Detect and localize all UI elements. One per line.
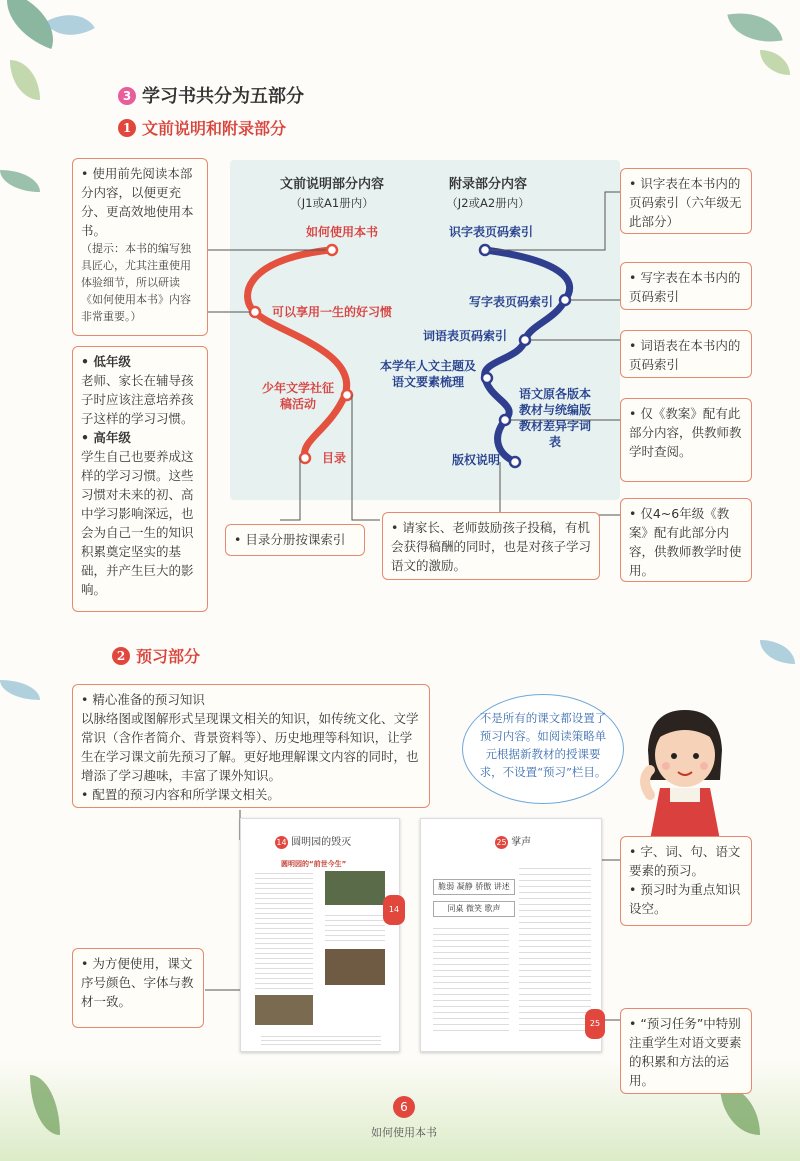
part1-number: 1 (118, 119, 136, 137)
note-text: • 为方便使用，课文序号颜色、字体与教材一致。 (81, 956, 194, 1009)
note-use-first (72, 158, 208, 336)
note-text: • 仅4~6年级《教案》配有此部分内容，供教师教学时使用。 (629, 506, 742, 578)
lesson-number: 25 (496, 838, 507, 847)
text-block (433, 923, 509, 1033)
right-column-title (428, 176, 548, 212)
page-header (275, 833, 399, 849)
lesson-title: 掌声 (511, 837, 532, 848)
low-grade-body: 老师、家长在辅导孩子时应该注意培养孩子这样的学习习惯。 (81, 373, 194, 426)
left-title-text: 文前说明部分内容 (279, 177, 384, 192)
path-node (480, 245, 490, 255)
path-node (500, 415, 510, 425)
note-text: • 识字表在本书内的页码索引（六年级无此部分） (629, 176, 742, 229)
note-chars (620, 836, 752, 926)
lesson-subtitle: 圆明园的“前世今生” (281, 860, 347, 868)
preview-body: 以脉络图或图解形式呈现课文相关的知识，如传统文化、文学常识（含作者简介、背景资料等）、历史地理等科知识，让学生在学习课文前先预习了解。更好地理解课文内容的同时，也增添了学习趣味，丰富了课外知识。 (81, 711, 419, 783)
left-item-how-to-use: 如何使用本书 (305, 225, 378, 239)
note-write-index (620, 262, 752, 310)
note-toc (225, 524, 365, 556)
right-item-diff-table: 语文原各版本教材与统编版教材差异字词表 (518, 387, 591, 449)
note-grade46 (620, 498, 752, 582)
right-subtitle: （J2或A2册内） (446, 196, 530, 210)
text-block (519, 863, 591, 1033)
text-block (325, 911, 385, 941)
connector-line (500, 462, 620, 515)
text-block (261, 1033, 381, 1045)
note-text: • 仅《教案》配有此部分内容，供教师教学时查阅。 (629, 406, 742, 459)
path-node (250, 307, 260, 317)
note-tip: （提示：本书的编写独具匠心，尤其注重使用体验细节，所以研读《如何使用本书》内容非常重要。） (81, 242, 191, 323)
path-node (300, 453, 310, 463)
high-grade-title: • 高年级 (81, 430, 131, 445)
girl-illustration (620, 700, 750, 840)
note-convenient (72, 948, 204, 1028)
photo (325, 949, 385, 985)
side-tab: 14 (383, 895, 405, 925)
note-text: • “预习任务”中特别注重学生对语文要素的积累和方法的运用。 (629, 1016, 742, 1088)
footer-caption: 如何使用本书 (371, 1126, 437, 1139)
path-node (510, 457, 520, 467)
lesson-title: 圆明园的毁灭 (291, 837, 352, 848)
connector-line (280, 458, 300, 520)
right-item-theme: 本学年人文主题及语文要素梳理 (379, 359, 476, 389)
right-item-write-index: 写字表页码索引 (468, 295, 553, 309)
section-title: 学习书共分为五部分 (142, 86, 304, 107)
note-text: • 字、词、句、语文要素的预习。 (629, 844, 741, 878)
path-node (482, 373, 492, 383)
part2-title: 预习部分 (136, 647, 201, 666)
word-box: 同桌 微笑 歌声 (433, 901, 515, 917)
word-box: 脆弱 凝静 骄傲 讲述 (433, 879, 515, 895)
right-item-word-index: 词语表页码索引 (422, 329, 507, 343)
note-text: • 请家长、老师鼓励孩子投稿，有机会获得稿酬的同时，也是对孩子学习语文的激励。 (391, 520, 592, 573)
part2-number: 2 (112, 647, 130, 665)
preview-match: • 配置的预习内容和所学课文相关。 (81, 787, 280, 802)
preview-page-right (420, 818, 602, 1052)
lesson-number: 14 (276, 838, 287, 847)
right-item-char-index: 识字表页码索引 (448, 225, 533, 239)
note-text: • 词语表在本书内的页码索引 (629, 338, 741, 372)
path-node (520, 335, 530, 345)
left-item-toc: 目录 (321, 451, 346, 465)
part2-heading (112, 644, 200, 667)
page-header (495, 833, 601, 849)
high-grade-body: 学生自己也要养成这样的学习习惯。这些习惯对未来的初、高中学习影响深远，也会为自己一生的知识积累奠定坚实的基础，并产生巨大的影响。 (81, 449, 194, 597)
side-tab: 25 (585, 1009, 605, 1039)
page-number: 6 (393, 1096, 415, 1118)
right-title-text: 附录部分内容 (448, 177, 527, 192)
preview-page-left (240, 818, 400, 1052)
bubble-text: 不是所有的课文都设置了预习内容。如阅读策略单元根据新教材的授课要求，不设置“预习”栏目。 (479, 711, 607, 779)
left-subtitle: （J1或A1册内） (290, 196, 374, 210)
preview-title: • 精心准备的预习知识 (81, 692, 205, 707)
path-node (327, 245, 337, 255)
note-text: • 预习时为重点知识设空。 (629, 882, 741, 916)
left-path (248, 250, 347, 458)
right-item-copyright: 版权说明 (451, 453, 500, 467)
note-grade-levels (72, 346, 208, 612)
note-text: • 目录分册按课索引 (234, 532, 346, 547)
note-task (620, 1008, 752, 1094)
speech-bubble (462, 694, 624, 804)
left-item-habits: 可以享用一生的好习惯 (271, 305, 392, 319)
photo (255, 995, 313, 1025)
note-preview (72, 684, 430, 808)
low-grade-title: • 低年级 (81, 354, 131, 369)
note-text: • 写字表在本书内的页码索引 (629, 270, 741, 304)
connector-line (352, 395, 380, 520)
note-char-index (620, 168, 752, 234)
part1-title: 文前说明和附录部分 (142, 119, 287, 138)
note-text: • 使用前先阅读本部分内容，以便更充分、更高效地使用本书。 (81, 166, 194, 238)
note-teacher-only (620, 398, 752, 482)
photo (325, 871, 385, 905)
left-column-title (262, 176, 402, 212)
left-item-literary-club: 少年文学社征稿活动 (261, 381, 334, 411)
note-encourage (382, 512, 600, 580)
path-node (342, 390, 352, 400)
section-number: 3 (118, 87, 136, 105)
text-block (255, 869, 313, 989)
note-word-index (620, 330, 752, 378)
